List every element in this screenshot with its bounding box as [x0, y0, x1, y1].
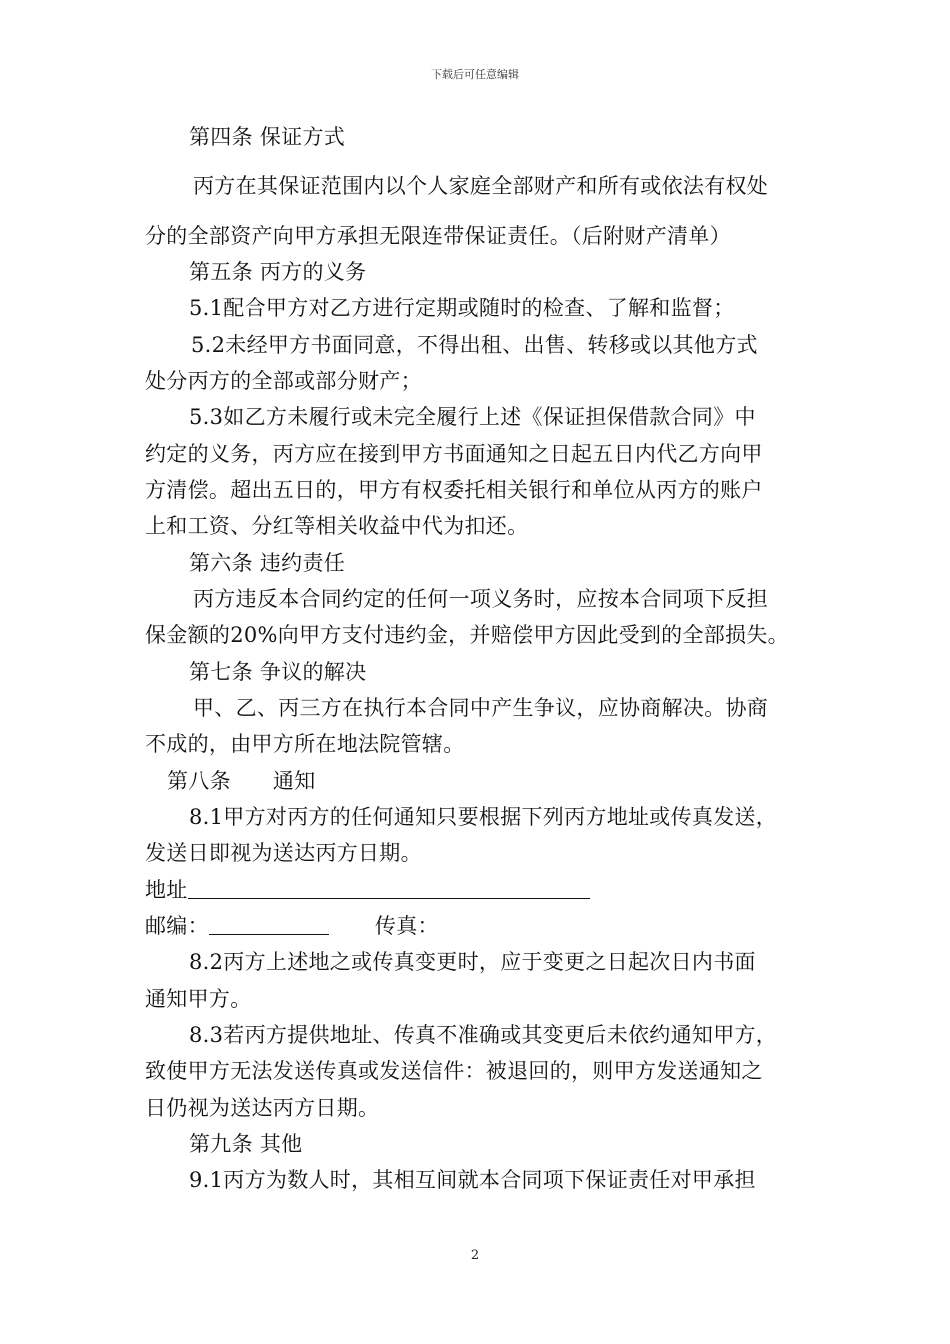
postcode-fax-row	[145, 912, 439, 940]
postcode-blank-field[interactable]	[209, 914, 329, 935]
page-header: 下载后可任意编辑	[431, 68, 519, 81]
article-6-title: 第六条 违约责任	[189, 551, 346, 575]
clause-5-3: 5.3如乙方未履行或未完全履行上述《保证担保借款合同》中	[189, 405, 756, 429]
clause-5-1: 5.1配合甲方对乙方进行定期或随时的检查、了解和监督；	[189, 296, 735, 320]
clause-5-2: 5.2未经甲方书面同意，不得出租、出售、转移或以其他方式	[191, 333, 758, 357]
article-8-number: 第八条	[167, 769, 231, 793]
clause-8-3-cont-2: 日仍视为送达丙方日期。	[145, 1096, 380, 1120]
address-blank-field[interactable]	[188, 878, 590, 899]
article-4-title: 第四条 保证方式	[189, 125, 346, 149]
clause-5-3-cont-3: 上和工资、分红等相关收益中代为扣还。	[145, 514, 529, 538]
clause-8-3: 8.3若丙方提供地址、传真不准确或其变更后未依约通知甲方，	[189, 1023, 778, 1047]
clause-8-1: 8.1甲方对丙方的任何通知只要根据下列丙方地址或传真发送，	[189, 805, 778, 829]
article-6-paragraph: 丙方违反本合同约定的任何一项义务时，应按本合同项下反担	[193, 587, 769, 611]
fax-label: 传真：	[374, 914, 439, 938]
clause-8-3-cont-1: 致使甲方无法发送传真或发送信件：被退回的，则甲方发送通知之	[145, 1059, 763, 1083]
clause-5-3-cont-2: 方清偿。超出五日的，甲方有权委托相关银行和单位从丙方的账户	[145, 478, 763, 502]
article-8-title	[167, 767, 316, 795]
article-6-paragraph-cont: 保金额的20%向甲方支付违约金，并赔偿甲方因此受到的全部损失。	[145, 623, 789, 647]
article-7-paragraph: 甲、乙、丙三方在执行本合同中产生争议，应协商解决。协商	[193, 696, 769, 720]
page-number: 2	[470, 1248, 480, 1263]
article-4-paragraph: 丙方在其保证范围内以个人家庭全部财产和所有或依法有权处	[193, 174, 769, 198]
article-9-title: 第九条 其他	[189, 1132, 303, 1156]
postcode-label: 邮编：	[145, 914, 209, 938]
clause-8-1-cont: 发送日即视为送达丙方日期。	[145, 841, 422, 865]
clause-5-3-cont-1: 约定的义务，丙方应在接到甲方书面通知之日起五日内代乙方向甲	[145, 442, 763, 466]
article-7-paragraph-cont: 不成的，由甲方所在地法院管辖。	[145, 732, 465, 756]
clause-8-2: 8.2丙方上述地之或传真变更时，应于变更之日起次日内书面	[189, 950, 756, 974]
clause-8-2-cont: 通知甲方。	[145, 987, 252, 1011]
article-7-title: 第七条 争议的解决	[189, 660, 367, 684]
article-5-title: 第五条 丙方的义务	[189, 260, 367, 284]
clause-9-1: 9.1丙方为数人时，其相互间就本合同项下保证责任对甲承担	[189, 1168, 756, 1192]
article-8-name: 通知	[272, 769, 316, 793]
address-label: 地址	[145, 878, 188, 902]
article-4-paragraph-cont: 分的全部资产向甲方承担无限连带保证责任。（后附财产清单）	[145, 224, 731, 248]
address-row	[145, 876, 590, 904]
clause-5-2-cont: 处分丙方的全部或部分财产；	[145, 369, 422, 393]
